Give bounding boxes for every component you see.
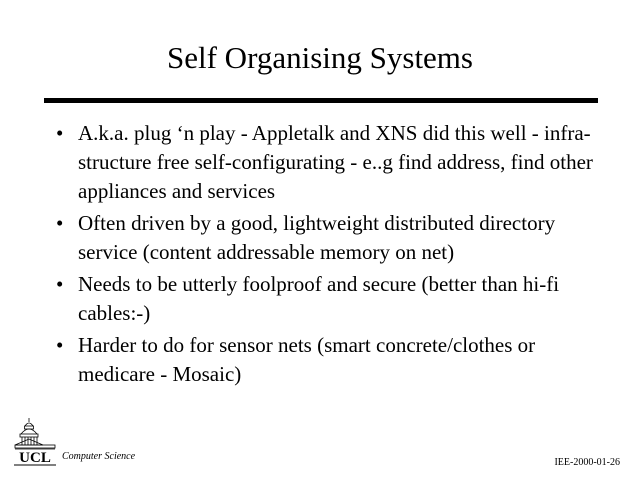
bullet-item xyxy=(56,119,616,206)
bullet-text: Needs to be utterly foolproof and secure (better than hi-fi cables:-) xyxy=(78,272,560,325)
bullet-text: Harder to do for sensor nets (smart concrete/clothes or medicare - Mosaic) xyxy=(78,333,536,386)
bullet-item xyxy=(56,270,616,328)
bullet-list xyxy=(56,119,616,392)
logo-text: UCL xyxy=(19,450,51,466)
bullet-item xyxy=(56,209,616,267)
bullet-marker: • xyxy=(56,121,64,145)
department-label: Computer Science xyxy=(62,451,136,462)
bullet-marker: • xyxy=(56,272,64,296)
title-divider xyxy=(44,98,598,103)
ucl-logo xyxy=(12,416,58,468)
bullet-marker: • xyxy=(56,211,64,235)
bullet-item xyxy=(56,331,616,389)
bullet-text: Often driven by a good, lightweight distributed directory service (content addressable memory on net) xyxy=(78,211,556,264)
bullet-text: A.k.a. plug ‘n play - Appletalk and XNS did this well - infra-structure free self-configurating - e..g find address, find other appliances and services xyxy=(78,121,593,203)
bullet-marker: • xyxy=(56,333,64,357)
footer-code: IEE-2000-01-26 xyxy=(554,457,620,468)
slide-title: Self Organising Systems xyxy=(167,40,473,75)
